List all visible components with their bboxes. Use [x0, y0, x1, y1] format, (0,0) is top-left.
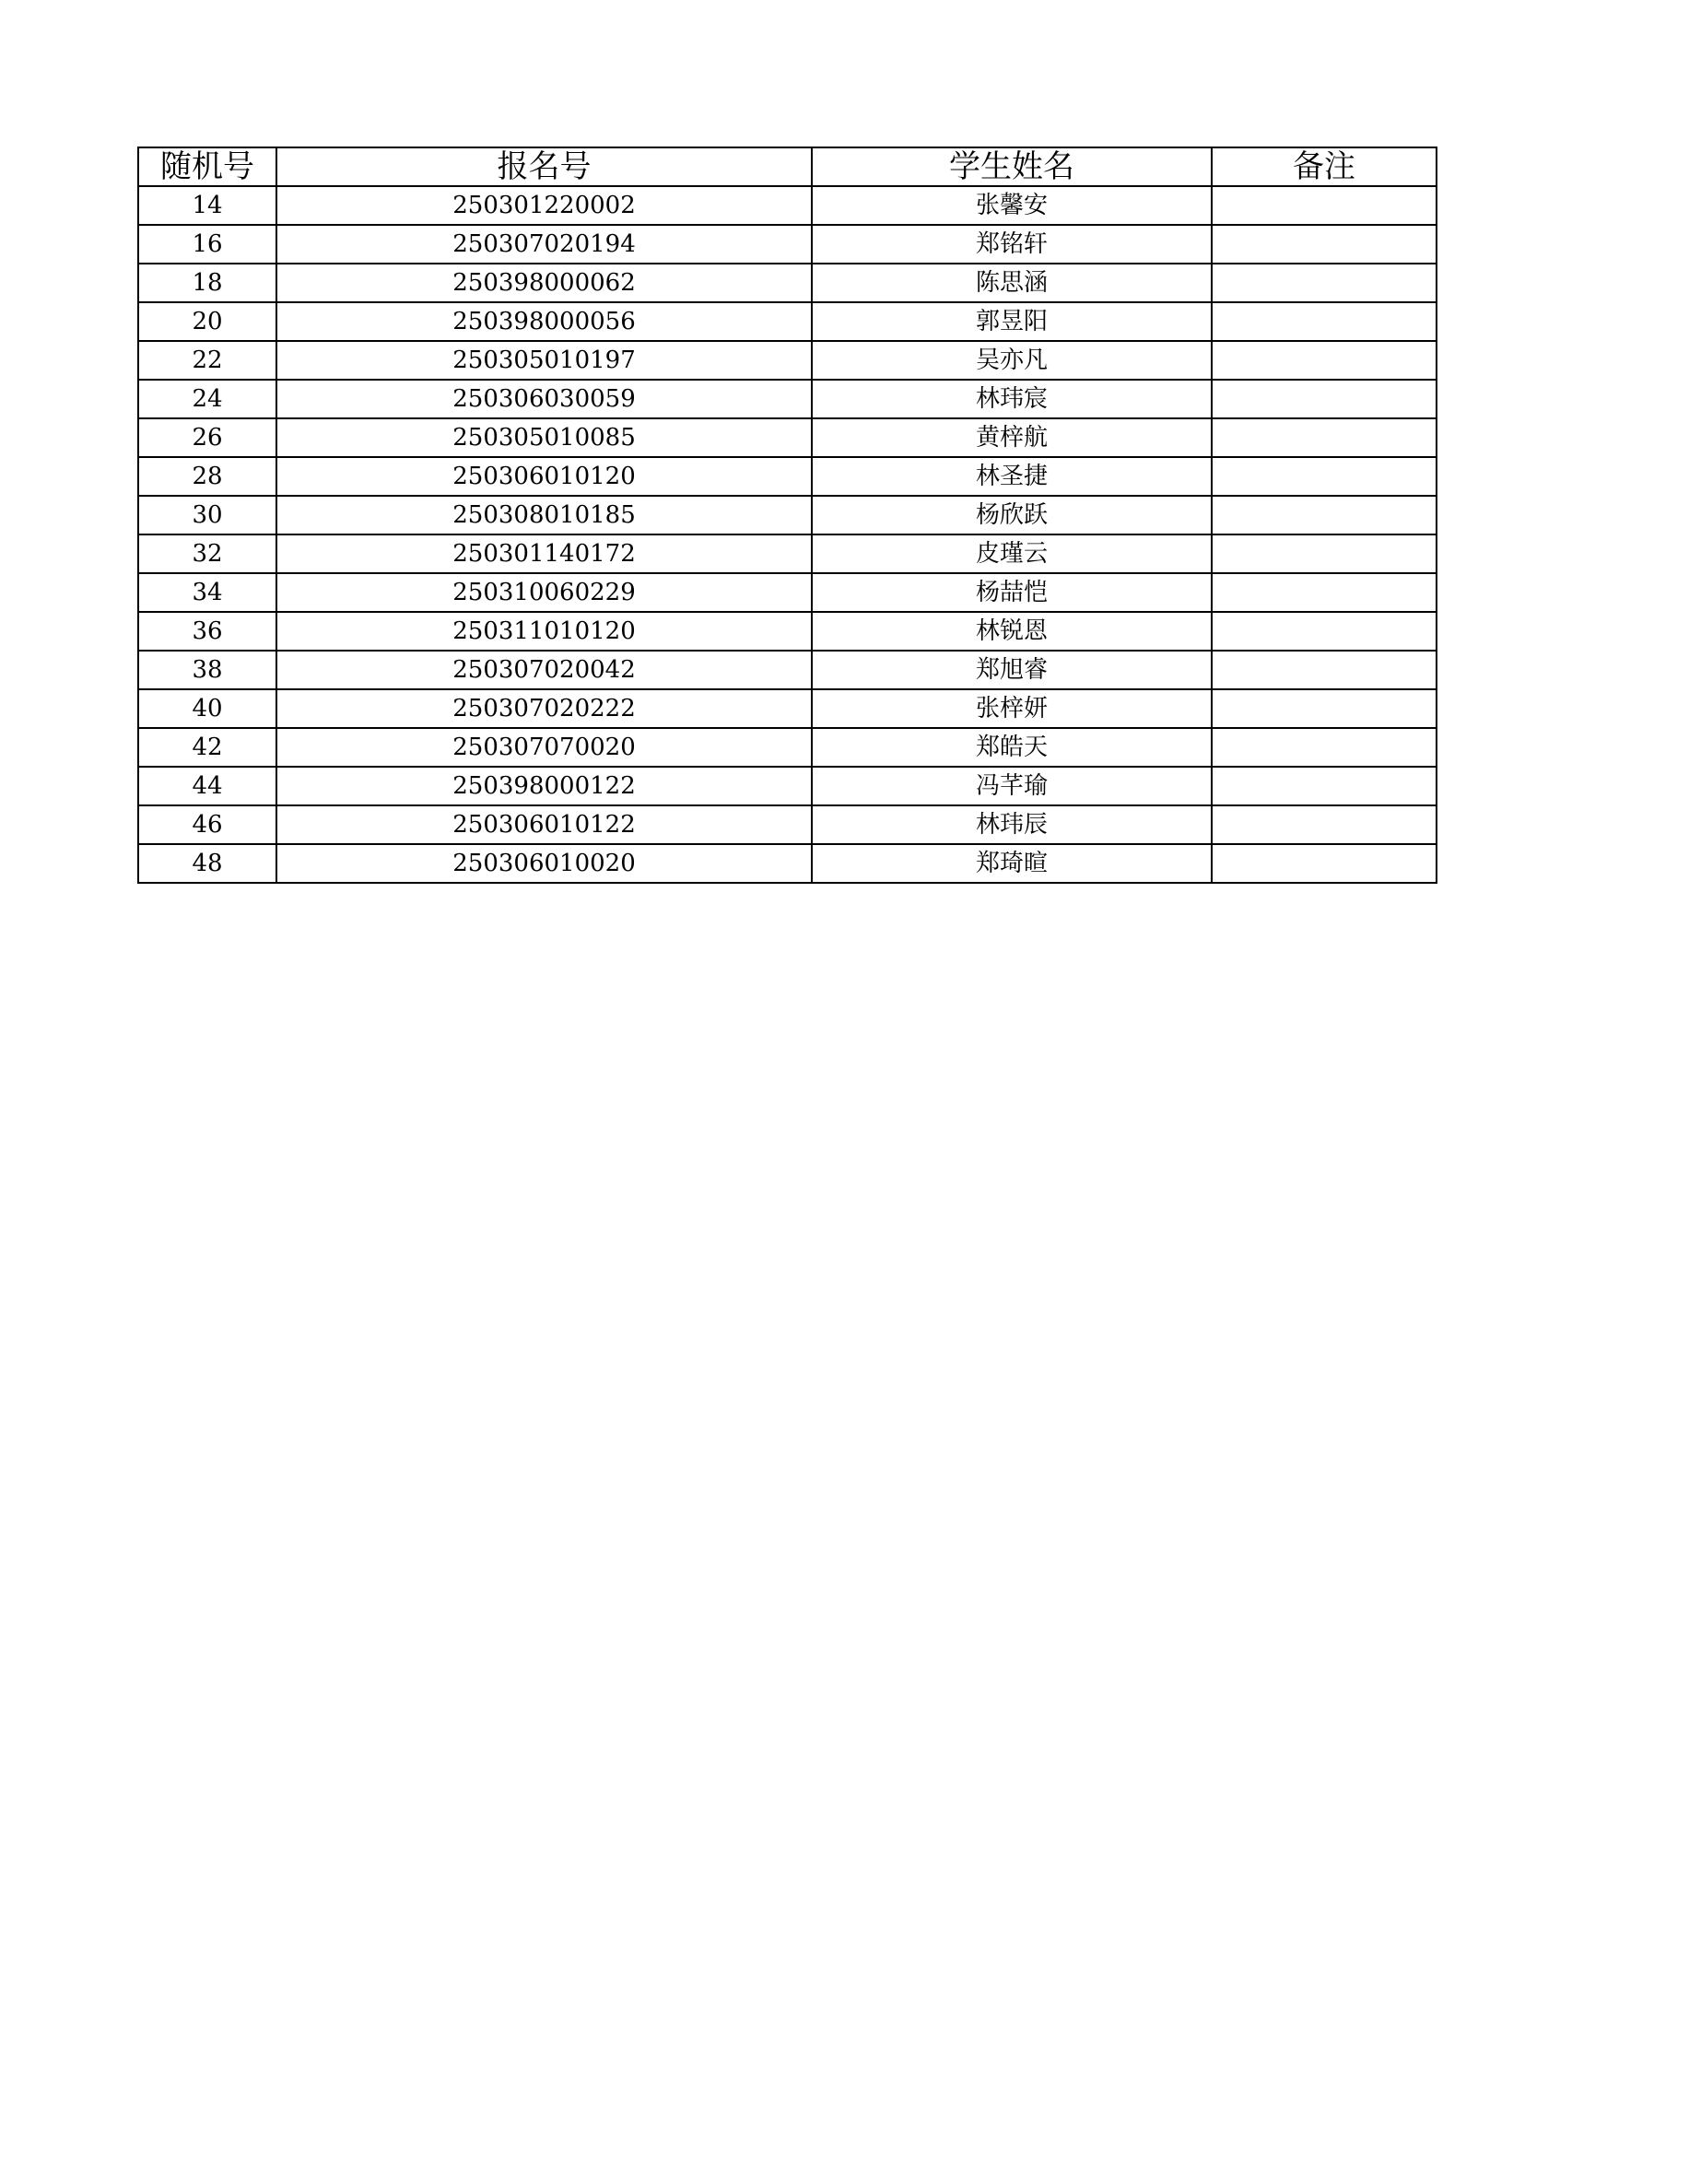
table-row	[138, 264, 1437, 302]
cell-remarks	[1212, 418, 1437, 457]
table-row	[138, 457, 1437, 496]
table-row	[138, 341, 1437, 380]
cell-remarks	[1212, 457, 1437, 496]
cell-student-name: 郑皓天	[812, 728, 1212, 767]
cell-random-no: 38	[138, 651, 276, 689]
table-body	[138, 186, 1437, 883]
cell-random-no: 18	[138, 264, 276, 302]
cell-registration-no: 250306010020	[276, 844, 812, 883]
header-student-name: 学生姓名	[812, 147, 1212, 186]
table-row	[138, 496, 1437, 534]
cell-random-no: 36	[138, 612, 276, 651]
cell-random-no: 16	[138, 225, 276, 264]
cell-registration-no: 250311010120	[276, 612, 812, 651]
cell-random-no: 24	[138, 380, 276, 418]
cell-registration-no: 250398000122	[276, 767, 812, 805]
cell-remarks	[1212, 264, 1437, 302]
cell-random-no: 14	[138, 186, 276, 225]
cell-student-name: 吴亦凡	[812, 341, 1212, 380]
cell-student-name: 陈思涵	[812, 264, 1212, 302]
cell-registration-no: 250307020222	[276, 689, 812, 728]
header-registration-no: 报名号	[276, 147, 812, 186]
cell-student-name: 郑琦暄	[812, 844, 1212, 883]
cell-registration-no: 250307020042	[276, 651, 812, 689]
cell-remarks	[1212, 844, 1437, 883]
cell-student-name: 张馨安	[812, 186, 1212, 225]
table-row	[138, 418, 1437, 457]
cell-remarks	[1212, 302, 1437, 341]
cell-remarks	[1212, 225, 1437, 264]
student-list-table	[137, 147, 1437, 884]
cell-remarks	[1212, 651, 1437, 689]
cell-remarks	[1212, 612, 1437, 651]
cell-remarks	[1212, 767, 1437, 805]
cell-random-no: 32	[138, 534, 276, 573]
header-remarks: 备注	[1212, 147, 1437, 186]
header-random-no: 随机号	[138, 147, 276, 186]
table-row	[138, 728, 1437, 767]
cell-student-name: 林圣捷	[812, 457, 1212, 496]
cell-student-name: 林锐恩	[812, 612, 1212, 651]
cell-registration-no: 250301220002	[276, 186, 812, 225]
cell-registration-no: 250305010085	[276, 418, 812, 457]
cell-registration-no: 250306010120	[276, 457, 812, 496]
cell-random-no: 48	[138, 844, 276, 883]
table-row	[138, 805, 1437, 844]
table-row	[138, 534, 1437, 573]
cell-remarks	[1212, 341, 1437, 380]
table-row	[138, 612, 1437, 651]
cell-random-no: 26	[138, 418, 276, 457]
cell-student-name: 杨喆恺	[812, 573, 1212, 612]
cell-student-name: 皮瑾云	[812, 534, 1212, 573]
cell-random-no: 30	[138, 496, 276, 534]
cell-student-name: 郭昱阳	[812, 302, 1212, 341]
table-header	[138, 147, 1437, 186]
table-row	[138, 225, 1437, 264]
cell-random-no: 34	[138, 573, 276, 612]
cell-student-name: 杨欣跃	[812, 496, 1212, 534]
table-row	[138, 573, 1437, 612]
table-row	[138, 689, 1437, 728]
table-row	[138, 844, 1437, 883]
cell-registration-no: 250305010197	[276, 341, 812, 380]
cell-registration-no: 250310060229	[276, 573, 812, 612]
cell-remarks	[1212, 380, 1437, 418]
cell-remarks	[1212, 496, 1437, 534]
cell-remarks	[1212, 186, 1437, 225]
cell-student-name: 林玮宸	[812, 380, 1212, 418]
table-row	[138, 186, 1437, 225]
cell-registration-no: 250307070020	[276, 728, 812, 767]
cell-random-no: 20	[138, 302, 276, 341]
header-row	[138, 147, 1437, 186]
cell-remarks	[1212, 805, 1437, 844]
cell-student-name: 张梓妍	[812, 689, 1212, 728]
cell-remarks	[1212, 573, 1437, 612]
cell-remarks	[1212, 689, 1437, 728]
cell-student-name: 黄梓航	[812, 418, 1212, 457]
cell-registration-no: 250308010185	[276, 496, 812, 534]
cell-registration-no: 250398000056	[276, 302, 812, 341]
cell-random-no: 22	[138, 341, 276, 380]
cell-random-no: 44	[138, 767, 276, 805]
table-row	[138, 651, 1437, 689]
cell-student-name: 郑旭睿	[812, 651, 1212, 689]
cell-random-no: 40	[138, 689, 276, 728]
cell-random-no: 42	[138, 728, 276, 767]
cell-remarks	[1212, 728, 1437, 767]
cell-random-no: 46	[138, 805, 276, 844]
cell-random-no: 28	[138, 457, 276, 496]
cell-student-name: 冯芊瑜	[812, 767, 1212, 805]
cell-student-name: 郑铭轩	[812, 225, 1212, 264]
cell-remarks	[1212, 534, 1437, 573]
cell-registration-no: 250301140172	[276, 534, 812, 573]
table-row	[138, 767, 1437, 805]
cell-registration-no: 250307020194	[276, 225, 812, 264]
table-row	[138, 302, 1437, 341]
cell-registration-no: 250306030059	[276, 380, 812, 418]
table-row	[138, 380, 1437, 418]
cell-registration-no: 250398000062	[276, 264, 812, 302]
cell-registration-no: 250306010122	[276, 805, 812, 844]
cell-student-name: 林玮辰	[812, 805, 1212, 844]
